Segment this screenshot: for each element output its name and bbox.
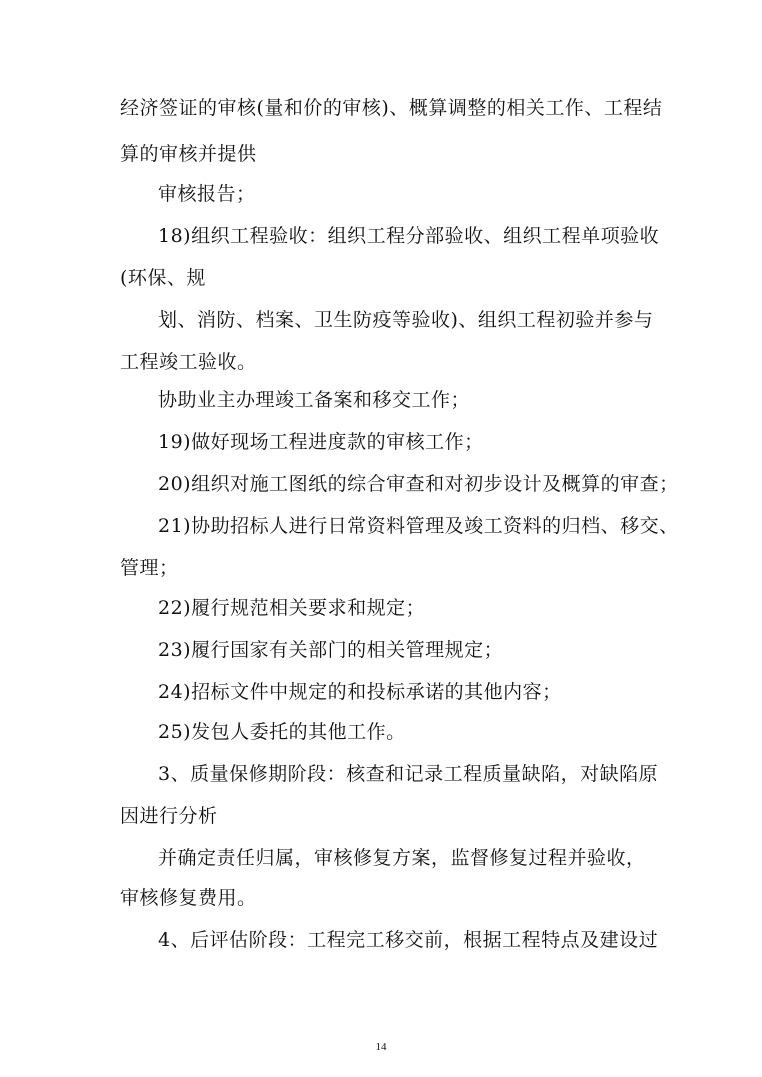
text-line-3: 审核报告；	[158, 183, 256, 205]
text-line-9: 19)做好现场工程进度款的审核工作；	[158, 431, 484, 453]
text-line-13: 22)履行规范相关要求和规定；	[158, 597, 426, 619]
text-line-1: 经济签证的审核(量和价的审核)、概算调整的相关工作、工程结	[120, 97, 663, 119]
text-line-4: 18)组织工程验收：组织工程分部验收、组织工程单项验收	[158, 225, 660, 247]
text-line-5: (环保、规	[120, 267, 206, 289]
text-line-11: 21)协助招标人进行日常资料管理及竣工资料的归档、移交、	[158, 515, 679, 537]
text-line-15: 24)招标文件中规定的和投标承诺的其他内容；	[158, 681, 562, 703]
text-line-8: 协助业主办理竣工备案和移交工作；	[158, 389, 471, 411]
text-line-10: 20)组织对施工图纸的综合审查和对初步设计及概算的审查；	[158, 473, 679, 495]
text-line-21: 4、后评估阶段：工程完工移交前，根据工程特点及建设过	[158, 929, 659, 951]
text-line-16: 25)发包人委托的其他工作。	[158, 721, 406, 743]
text-line-7: 工程竣工验收。	[120, 351, 257, 373]
text-line-14: 23)履行国家有关部门的相关管理规定；	[158, 639, 504, 661]
text-line-20: 审核修复费用。	[120, 887, 257, 909]
page-number: 14	[375, 1041, 387, 1053]
text-line-19: 并确定责任归属，审核修复方案，监督修复过程并验收，	[158, 847, 646, 869]
text-line-18: 因进行分析	[120, 805, 218, 827]
text-line-17: 3、质量保修期阶段：核查和记录工程质量缺陷，对缺陷原	[158, 763, 659, 785]
text-line-2: 算的审核并提供	[120, 143, 257, 165]
text-line-6: 划、消防、档案、卫生防疫等验收)、组织工程初验并参与	[158, 309, 654, 331]
text-line-12: 管理；	[120, 557, 179, 579]
